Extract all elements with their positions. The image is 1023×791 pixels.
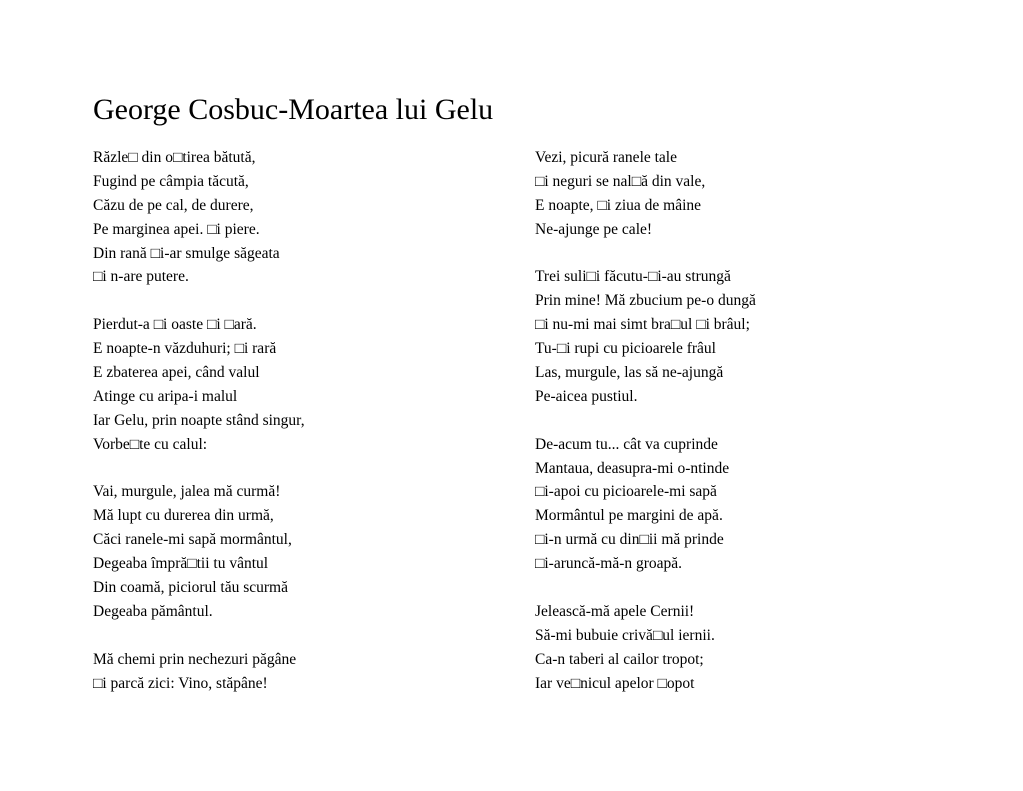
poem-line: Vai, murgule, jalea mă curmă! (93, 483, 281, 501)
document-title: George Cosbuc-Moartea lui Gelu (93, 93, 494, 126)
poem-line: E noapte-n văzduhuri; □i rară (93, 340, 277, 358)
poem-line: E noapte, □i ziua de mâine (535, 196, 702, 214)
stanza-break (535, 576, 975, 600)
poem-line: Mantaua, deasupra-mi o-ntinde (535, 459, 730, 477)
poem-line: Pe-aicea pustiul. (535, 387, 638, 405)
stanza-break (535, 242, 975, 266)
poem-line: Iar Gelu, prin noapte stând singur, (93, 411, 305, 429)
poem-line: Ca-n taberi al cailor tropot; (535, 650, 704, 668)
poem-line: Atinge cu aripa-i malul (93, 387, 238, 405)
poem-line: Degeaba împră□tii tu vântul (93, 555, 269, 573)
poem-line: Răzle□ din o□tirea bătută, (93, 149, 256, 166)
poem-line: Trei suli□i făcutu-□i-au strungă (535, 268, 731, 286)
poem-line: Fugind pe câmpia tăcută, (93, 172, 249, 190)
poem-line: Căzu de pe cal, de durere, (93, 196, 254, 214)
poem-line: Pierdut-a □i oaste □i □ară. (93, 316, 257, 334)
poem-right-column (535, 146, 975, 695)
poem-line: Mormântul pe margini de apă. (535, 507, 723, 525)
poem-line: Căci ranele-mi sapă mormântul, (93, 531, 292, 549)
poem-line: Tu-□i rupi cu picioarele frâul (535, 340, 716, 358)
stanza-break (93, 624, 513, 648)
poem-line: De-acum tu... cât va cuprinde (535, 435, 718, 453)
poem-line: □i nu-mi mai simt bra□ul □i brâul; (535, 316, 750, 334)
poem-line: Pe marginea apei. □i piere. (93, 220, 260, 238)
poem-line: Las, murgule, las să ne-ajungă (535, 364, 724, 382)
poem-line: Mă lupt cu durerea din urmă, (93, 507, 274, 525)
poem-line: Vorbe□te cu calul: (93, 435, 208, 453)
poem-line: E zbaterea apei, când valul (93, 364, 260, 382)
stanza-break (93, 289, 513, 313)
poem-line: □i neguri se nal□ă din vale, (535, 172, 706, 190)
poem-line: Iar ve□nicul apelor □opot (535, 674, 695, 692)
poem-line: □i-n urmă cu din□ii mă prinde (535, 531, 724, 549)
poem-line: Degeaba pământul. (93, 602, 213, 620)
poem-line: Din rană □i-ar smulge săgeata (93, 244, 280, 262)
poem-line: □i-apoi cu picioarele-mi sapă (535, 483, 717, 501)
poem-line: Ne-ajunge pe cale! (535, 220, 653, 238)
poem-line: □i-aruncă-mă-n groapă. (535, 555, 683, 573)
poem-left-column (93, 146, 513, 695)
poem-line: Vezi, picură ranele tale (535, 149, 677, 166)
poem-line: Să-mi bubuie crivă□ul iernii. (535, 626, 715, 644)
poem-line: □i n-are putere. (93, 268, 189, 286)
stanza-break (535, 409, 975, 433)
poem-line: Jelească-mă apele Cernii! (535, 602, 695, 620)
stanza-break (93, 457, 513, 481)
poem-line: Din coamă, piciorul tău scurmă (93, 579, 288, 597)
poem-line: Prin mine! Mă zbucium pe-o dungă (535, 292, 756, 310)
poem-line: □i parcă zici: Vino, stăpâne! (93, 674, 268, 692)
poem-line: Mă chemi prin nechezuri păgâne (93, 650, 297, 668)
